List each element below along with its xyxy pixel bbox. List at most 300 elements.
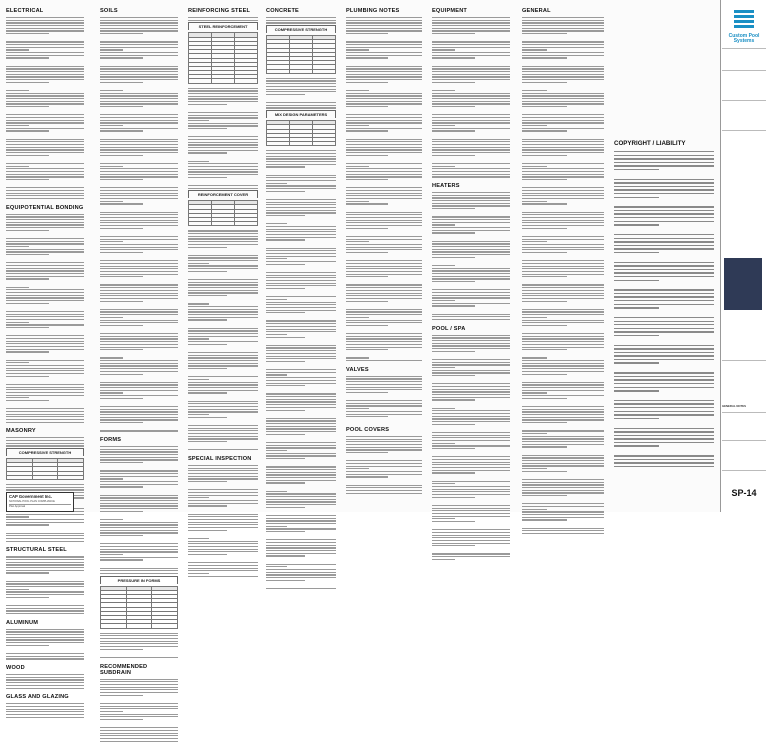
note-text-line — [266, 372, 336, 373]
note-text-line — [6, 608, 84, 609]
copyright-text-line — [614, 411, 714, 412]
note-text-line — [346, 201, 369, 202]
section-heading: RECOMMENDED SUBDRAIN — [100, 663, 148, 676]
note-text-line — [346, 25, 422, 26]
paragraph-gap — [6, 648, 84, 652]
copyright-text-line — [614, 445, 659, 446]
paragraph-gap — [522, 303, 604, 307]
note-text-line — [522, 28, 604, 29]
note-text-line — [6, 130, 49, 131]
table-cell — [212, 222, 235, 226]
note-text-line — [188, 382, 258, 383]
note-text-line — [522, 187, 604, 188]
note-text-line — [188, 282, 258, 283]
note-text-line — [522, 155, 567, 156]
note-text-line — [432, 257, 475, 258]
note-text-line — [6, 68, 84, 69]
note-text-line — [188, 357, 258, 358]
note-text-line — [100, 708, 178, 709]
note-text-line — [6, 316, 84, 317]
note-text-line — [266, 580, 305, 581]
copyright-text-line — [614, 265, 714, 266]
note-text-line — [432, 147, 510, 148]
note-text-line — [6, 254, 49, 255]
note-text-line — [346, 203, 388, 204]
note-text-line — [432, 168, 510, 169]
note-text-line — [188, 336, 258, 337]
paragraph-gap — [188, 298, 258, 302]
note-text-line — [522, 382, 604, 383]
note-text-line — [188, 543, 258, 544]
note-text-line — [346, 411, 422, 412]
note-text-line — [188, 241, 258, 242]
note-text-line — [432, 155, 475, 156]
note-text-line — [100, 476, 178, 477]
note-text-line — [6, 76, 84, 77]
divider — [722, 470, 766, 471]
paragraph-gap — [6, 527, 84, 531]
note-text-line — [6, 516, 29, 517]
note-text-line — [188, 96, 258, 97]
note-text-line — [100, 298, 178, 299]
note-text-line — [432, 464, 510, 465]
note-text-line — [266, 380, 336, 381]
note-text-line — [266, 337, 305, 338]
note-text-line — [6, 90, 29, 91]
note-text-line — [6, 251, 84, 252]
note-text-line — [188, 478, 258, 479]
note-text-line — [100, 714, 178, 715]
note-text-line — [346, 309, 422, 310]
paragraph-gap — [266, 437, 336, 441]
copyright-text-line — [614, 466, 714, 467]
note-text-line — [188, 379, 209, 380]
note-text-line — [432, 513, 510, 514]
note-text-line — [100, 128, 178, 129]
note-text-line — [266, 229, 336, 230]
note-text-line — [432, 508, 510, 509]
note-text-line — [6, 139, 84, 140]
paragraph-gap — [614, 283, 714, 287]
note-text-line — [522, 414, 604, 415]
note-text-line — [266, 105, 336, 106]
note-text-line — [100, 203, 143, 204]
note-text-line — [346, 293, 422, 294]
paragraph-gap — [6, 354, 84, 358]
note-text-line — [432, 278, 510, 279]
note-text-line — [346, 147, 422, 148]
note-text-line — [100, 214, 178, 215]
paragraph-gap — [100, 697, 178, 701]
note-text-line — [100, 47, 178, 48]
note-text-line — [188, 411, 258, 412]
note-text-line — [100, 524, 178, 525]
note-text-line — [6, 79, 84, 80]
note-text-line — [266, 158, 336, 159]
note-text-line — [266, 356, 336, 357]
note-text-line — [100, 360, 178, 361]
paragraph-gap — [614, 172, 714, 176]
note-text-line — [6, 174, 84, 175]
note-text-line — [522, 25, 604, 26]
note-text-line — [522, 44, 604, 45]
note-text-line — [266, 526, 287, 527]
note-text-line — [432, 95, 510, 96]
paragraph-gap — [432, 426, 510, 430]
note-text-line — [100, 57, 143, 58]
note-text-line — [266, 445, 336, 446]
note-text-line — [266, 164, 336, 165]
note-text-line — [432, 273, 510, 274]
note-text-line — [100, 481, 178, 482]
paragraph-gap — [6, 330, 84, 334]
note-text-line — [346, 460, 422, 461]
note-text-line — [432, 362, 510, 363]
note-text-line — [100, 478, 123, 479]
note-text-line — [522, 33, 567, 34]
copyright-text-line — [614, 418, 659, 419]
note-text-line — [346, 141, 422, 142]
note-text-line — [188, 417, 227, 418]
note-text-line — [100, 470, 178, 471]
note-text-line — [522, 71, 604, 72]
note-text-line — [522, 52, 604, 53]
note-text-line — [6, 610, 84, 611]
note-text-line — [266, 277, 336, 278]
paragraph-gap — [522, 473, 604, 477]
note-text-line — [522, 357, 547, 358]
note-text-line — [266, 396, 336, 397]
paragraph-gap — [614, 366, 714, 370]
copyright-text-line — [614, 348, 714, 349]
note-text-line — [6, 637, 84, 638]
note-text-line — [346, 176, 422, 177]
note-text-line — [6, 114, 84, 115]
note-text-line — [6, 351, 49, 352]
note-text-line — [522, 293, 604, 294]
paragraph-gap — [614, 228, 714, 232]
note-text-line — [6, 639, 84, 640]
note-text-line — [6, 128, 84, 129]
note-text-line — [188, 338, 209, 339]
note-text-line — [522, 368, 604, 369]
note-text-line — [6, 190, 84, 191]
note-text-line — [346, 117, 422, 118]
note-text-line — [432, 76, 510, 77]
note-text-line — [266, 431, 336, 432]
note-text-line — [6, 562, 84, 563]
note-text-line — [100, 76, 178, 77]
note-text-line — [188, 128, 227, 129]
note-text-line — [100, 681, 178, 682]
note-text-line — [266, 577, 336, 578]
paragraph-gap — [100, 352, 178, 356]
note-text-line — [6, 147, 84, 148]
copyright-text-line — [614, 345, 714, 346]
note-text-line — [266, 369, 336, 370]
note-text-line — [100, 559, 143, 560]
notes-column-2 — [100, 8, 178, 676]
note-text-line — [100, 687, 178, 688]
note-text-line — [266, 239, 305, 240]
paragraph-gap — [100, 562, 178, 566]
note-text-line — [100, 546, 178, 547]
paragraph-gap — [6, 305, 84, 309]
note-text-line — [6, 538, 84, 539]
note-text-line — [188, 166, 258, 167]
note-text-line — [432, 163, 510, 164]
note-text-line — [266, 418, 336, 419]
note-text-line — [6, 33, 49, 34]
note-text-line — [346, 44, 422, 45]
table-cell — [189, 79, 212, 83]
section-gap — [100, 743, 178, 747]
paragraph-gap — [266, 291, 336, 295]
note-text-line — [522, 314, 604, 315]
note-text-line — [522, 276, 567, 277]
note-text-line — [432, 529, 510, 530]
note-text-line — [266, 358, 336, 359]
note-text-line — [346, 449, 422, 450]
table-cell — [126, 624, 152, 628]
paragraph-gap — [6, 36, 84, 40]
note-text-line — [6, 522, 84, 523]
note-text-line — [266, 17, 336, 18]
paragraph-gap — [6, 157, 84, 161]
note-text-line — [432, 222, 510, 223]
paragraph-gap — [266, 218, 336, 222]
note-text-line — [100, 406, 178, 407]
note-text-line — [346, 384, 422, 385]
paragraph-gap — [432, 402, 510, 406]
note-text-line — [6, 634, 84, 635]
note-text-line — [266, 166, 305, 167]
note-text-line — [188, 476, 258, 477]
note-text-line — [6, 392, 84, 393]
section-heading: HEATERS — [432, 183, 460, 189]
paragraph-gap — [188, 346, 258, 350]
note-text-line — [432, 424, 475, 425]
note-text-line — [100, 49, 123, 50]
note-text-line — [6, 346, 84, 347]
note-text-line — [522, 163, 604, 164]
paragraph-gap — [100, 36, 178, 40]
copyright-text-line — [614, 317, 714, 318]
note-text-line — [432, 491, 510, 492]
note-text-line — [346, 217, 422, 218]
note-text-line — [266, 285, 336, 286]
copyright-text-line — [614, 372, 714, 373]
note-text-line — [100, 20, 178, 21]
note-text-line — [188, 236, 258, 237]
note-text-line — [522, 193, 604, 194]
note-text-line — [346, 347, 422, 348]
note-text-line — [6, 66, 84, 67]
note-text-line — [188, 136, 258, 137]
note-text-line — [188, 436, 258, 437]
note-text-line — [188, 414, 209, 415]
note-text-line — [100, 82, 143, 83]
note-text-line — [522, 390, 604, 391]
note-text-line — [432, 494, 510, 495]
note-text-line — [188, 163, 258, 164]
note-text-line — [188, 503, 258, 504]
note-text-line — [6, 163, 84, 164]
note-text-line — [6, 484, 84, 485]
note-text-line — [266, 296, 336, 297]
paragraph-gap — [266, 242, 336, 246]
section-heading: ALUMINUM — [6, 619, 39, 626]
paragraph-gap — [522, 498, 604, 502]
note-text-line — [6, 688, 84, 689]
note-text-line — [522, 484, 604, 485]
note-text-line — [266, 474, 336, 475]
note-text-line — [188, 527, 258, 528]
note-text-line — [522, 241, 547, 242]
note-text-line — [522, 336, 604, 337]
note-text-line — [432, 249, 510, 250]
note-text-line — [100, 390, 178, 391]
note-text-line — [100, 336, 178, 337]
note-text-line — [188, 292, 258, 293]
note-text-line — [100, 239, 178, 240]
section-heading: GENERAL — [522, 8, 551, 14]
note-text-line — [432, 372, 510, 373]
note-text-line — [266, 175, 336, 176]
note-text-line — [100, 301, 143, 302]
note-text-line — [522, 457, 604, 458]
note-text-line — [522, 468, 547, 469]
note-text-line — [6, 176, 84, 177]
note-text-line — [100, 692, 178, 693]
note-text-line — [6, 591, 84, 592]
note-text-line — [188, 481, 227, 482]
note-text-line — [188, 317, 258, 318]
note-text-line — [266, 150, 336, 151]
note-text-line — [188, 425, 258, 426]
note-text-line — [188, 514, 258, 515]
note-text-line — [188, 268, 258, 269]
note-text-line — [100, 417, 178, 418]
note-text-line — [346, 357, 369, 358]
note-text-line — [346, 236, 422, 237]
note-text-line — [100, 276, 143, 277]
paragraph-gap — [266, 485, 336, 489]
note-text-line — [346, 149, 422, 150]
note-text-line — [6, 314, 84, 315]
note-text-line — [432, 540, 510, 541]
note-text-line — [432, 171, 510, 172]
note-text-line — [6, 685, 84, 686]
note-text-line — [522, 492, 604, 493]
note-text-line — [188, 401, 258, 402]
note-text-line — [100, 497, 178, 498]
note-text-line — [266, 191, 305, 192]
section-heading: POOL / SPA — [432, 325, 466, 332]
paragraph-gap — [100, 425, 178, 429]
copyright-text-line — [614, 362, 659, 363]
paragraph-gap — [432, 451, 510, 455]
paragraph-gap — [522, 425, 604, 429]
data-table — [188, 32, 258, 83]
note-text-line — [522, 419, 604, 420]
copyright-text-line — [614, 442, 714, 443]
note-text-line — [346, 220, 422, 221]
note-text-line — [100, 695, 143, 696]
note-text-line — [6, 583, 84, 584]
note-text-line — [346, 338, 422, 339]
note-text-line — [100, 179, 143, 180]
note-text-line — [432, 408, 455, 409]
note-text-line — [266, 353, 336, 354]
note-text-line — [522, 371, 604, 372]
note-text-line — [346, 68, 422, 69]
note-text-line — [432, 483, 455, 484]
note-text-line — [432, 71, 510, 72]
note-text-line — [522, 430, 604, 431]
note-text-line — [522, 341, 604, 342]
note-text-line — [6, 653, 84, 654]
note-text-line — [346, 76, 422, 77]
note-text-line — [266, 20, 336, 21]
note-text-line — [266, 261, 336, 262]
notes-column-6 — [432, 8, 510, 496]
note-text-line — [100, 568, 178, 569]
section-heading: SOILS — [100, 8, 118, 14]
note-text-line — [346, 493, 422, 494]
table-cell — [189, 222, 212, 226]
note-text-line — [432, 265, 455, 266]
paragraph-gap — [6, 60, 84, 64]
section-heading: SPECIAL INSPECTION — [188, 455, 252, 462]
note-text-line — [6, 117, 84, 118]
paragraph-gap — [432, 235, 510, 239]
sheet-number: SP-14 — [731, 488, 757, 498]
note-text-line — [6, 411, 84, 412]
note-text-line — [188, 101, 258, 102]
note-text-line — [266, 323, 336, 324]
approval-stamp — [6, 492, 74, 512]
paragraph-gap — [522, 352, 604, 356]
paragraph-gap — [432, 84, 510, 88]
copyright-text-line — [614, 335, 659, 336]
note-text-line — [432, 200, 510, 201]
paragraph-gap — [346, 84, 422, 88]
paragraph-gap — [346, 479, 422, 483]
note-text-line — [100, 449, 178, 450]
note-text-line — [266, 304, 336, 305]
note-text-line — [346, 28, 422, 29]
note-text-line — [522, 239, 604, 240]
divider — [722, 440, 766, 441]
note-text-line — [522, 422, 567, 423]
note-text-line — [266, 215, 305, 216]
note-text-line — [522, 309, 604, 310]
note-text-line — [522, 471, 567, 472]
note-text-line — [346, 487, 422, 488]
paragraph-gap — [266, 97, 336, 101]
note-text-line — [188, 247, 227, 248]
note-text-line — [522, 290, 604, 291]
table-cell — [7, 475, 33, 479]
note-text-line — [188, 88, 258, 89]
note-text-line — [522, 301, 567, 302]
paragraph-gap — [266, 266, 336, 270]
note-text-line — [100, 344, 178, 345]
note-text-line — [100, 633, 178, 634]
note-text-line — [266, 231, 336, 232]
copyright-text-line — [614, 438, 714, 439]
